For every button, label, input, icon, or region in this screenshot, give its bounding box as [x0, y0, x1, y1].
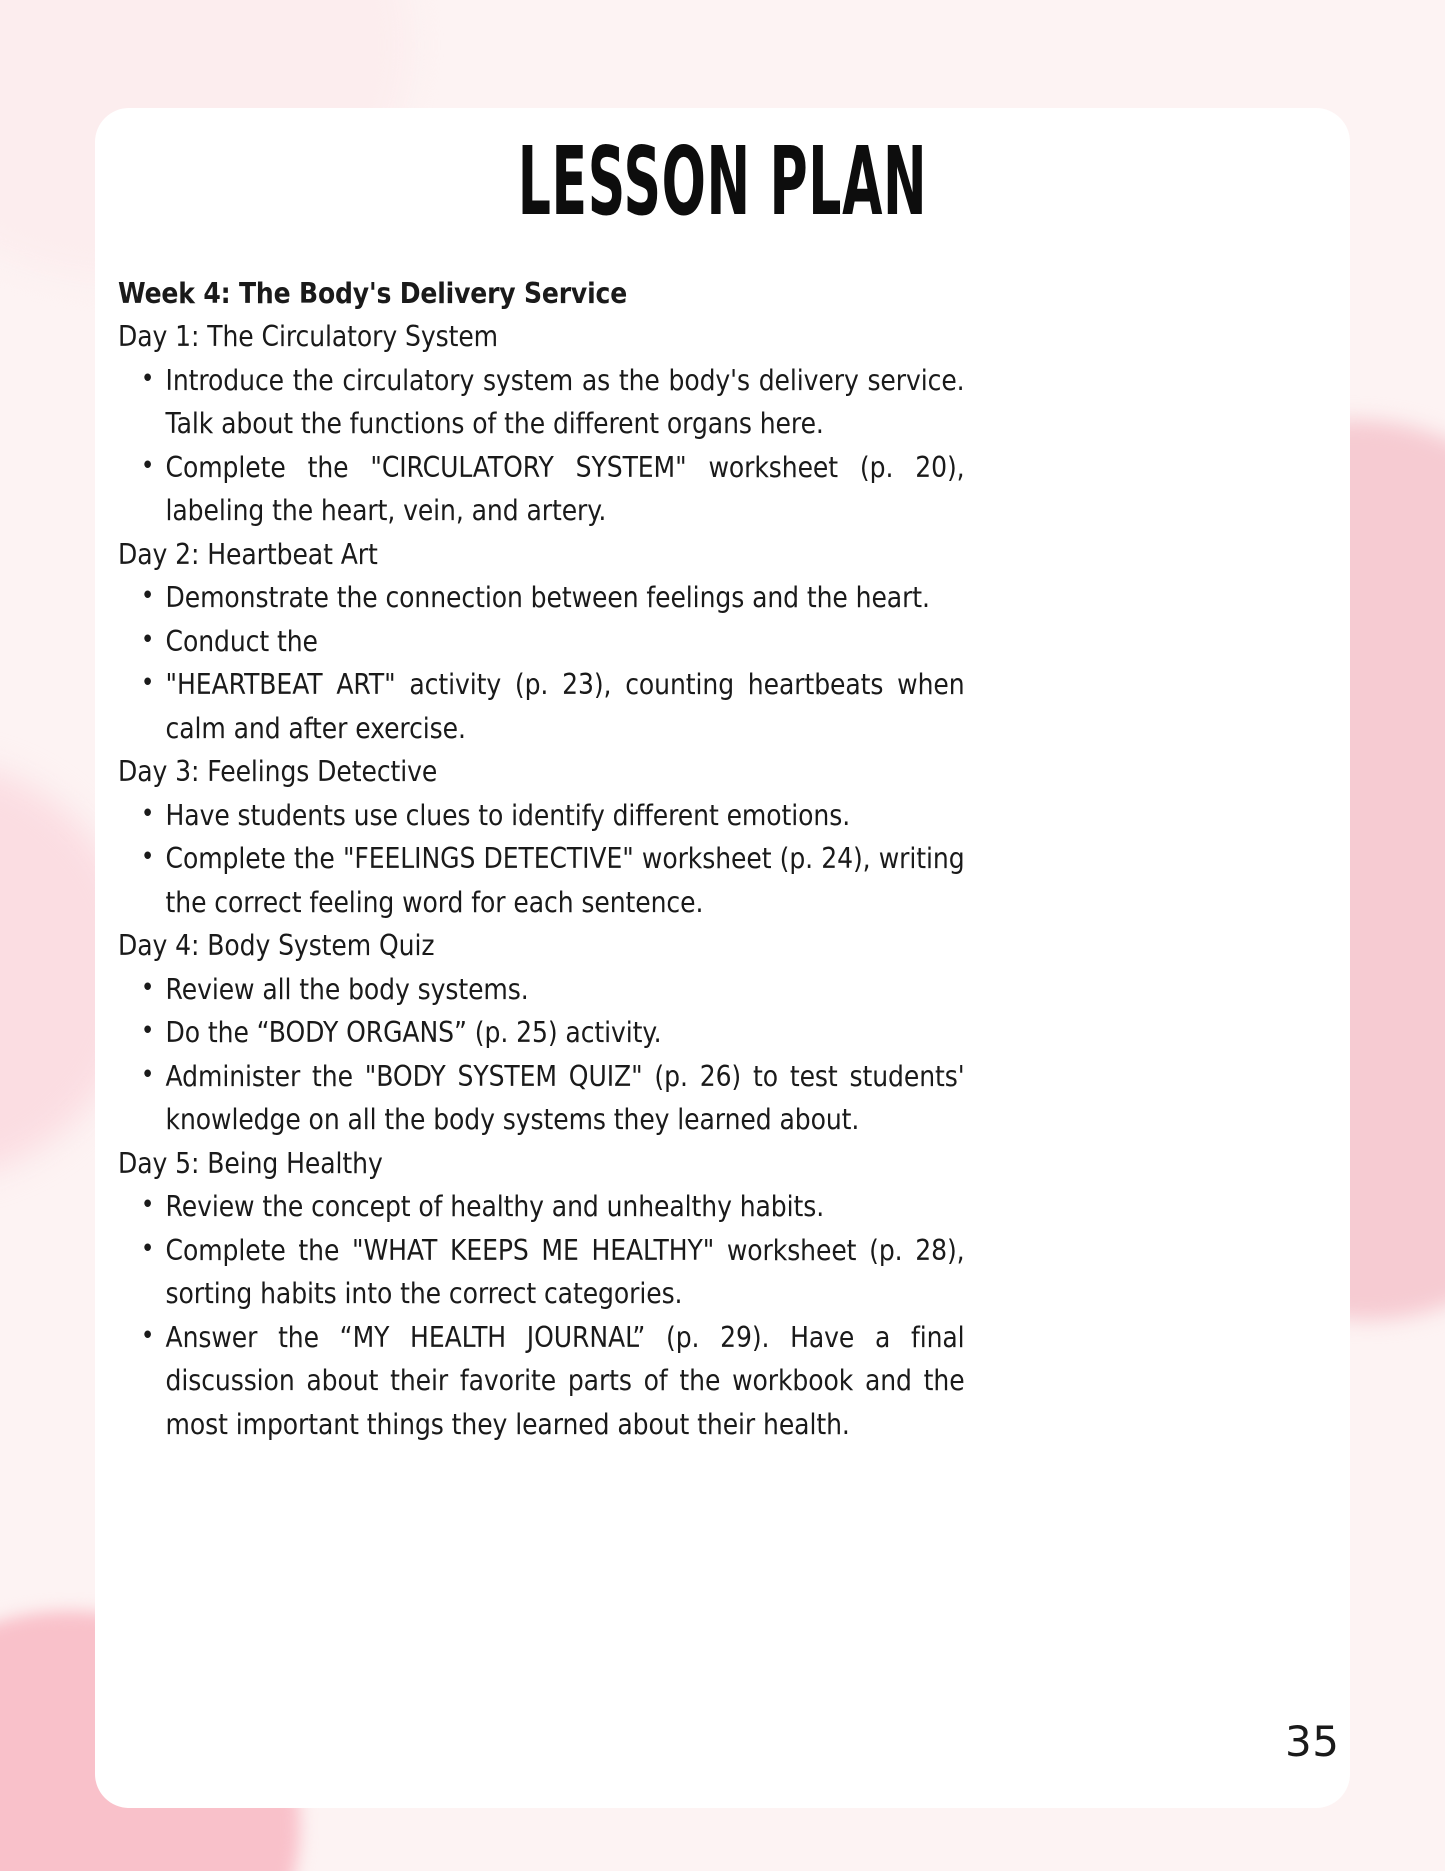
list-item: • Introduce the circulatory system as the body's delivery service. Talk about the functions of the different organs here. — [118, 359, 965, 446]
list-item: • Complete the "FEELINGS DETECTIVE" worksheet (p. 24), writing the correct feeling word for each sentence. — [118, 837, 965, 924]
list-item: • Administer the "BODY SYSTEM QUIZ" (p. 26) to test students' knowledge on all the body systems they learned about. — [118, 1055, 965, 1142]
list-item: • Demonstrate the connection between feelings and the heart. — [118, 576, 965, 620]
list-item: • Review the concept of healthy and unhealthy habits. — [118, 1185, 965, 1229]
list-item: • Answer the “MY HEALTH JOURNAL” (p. 29). Have a final discussion about their favorite parts of the workbook and the most important things they learned about their health. — [118, 1316, 965, 1447]
day-1-bullet-list — [118, 359, 965, 533]
day-heading-1: Day 1: The Circulatory System — [118, 320, 499, 353]
page-title: LESSON PLAN — [517, 126, 928, 237]
list-item: • Do the “BODY ORGANS” (p. 25) activity. — [118, 1011, 965, 1055]
list-item: • "HEARTBEAT ART" activity (p. 23), counting heartbeats when calm and after exercise. — [118, 663, 965, 750]
day-heading-3: Day 3: Feelings Detective — [118, 755, 438, 788]
day-5-bullet-list — [118, 1185, 965, 1446]
list-item: • Conduct the — [118, 620, 965, 664]
list-item: • Complete the "CIRCULATORY SYSTEM" worksheet (p. 20), labeling the heart, vein, and artery. — [118, 446, 965, 533]
lesson-plan-body — [118, 272, 965, 1446]
day-2-bullet-list — [118, 576, 965, 750]
page-number: 35 — [1285, 1717, 1340, 1766]
day-heading-5: Day 5: Being Healthy — [118, 1146, 383, 1180]
day-4-bullet-list — [118, 968, 965, 1142]
list-item: • Have students use clues to identify different emotions. — [118, 794, 965, 838]
week-heading: Week 4: The Body's Delivery Service — [118, 277, 628, 310]
list-item: • Review all the body systems. — [118, 968, 965, 1012]
list-item: • Complete the "WHAT KEEPS ME HEALTHY" worksheet (p. 28), sorting habits into the correct categories. — [118, 1229, 965, 1316]
day-heading-2: Day 2: Heartbeat Art — [118, 537, 378, 571]
day-3-bullet-list — [118, 794, 965, 925]
day-heading-4: Day 4: Body System Quiz — [118, 929, 435, 962]
